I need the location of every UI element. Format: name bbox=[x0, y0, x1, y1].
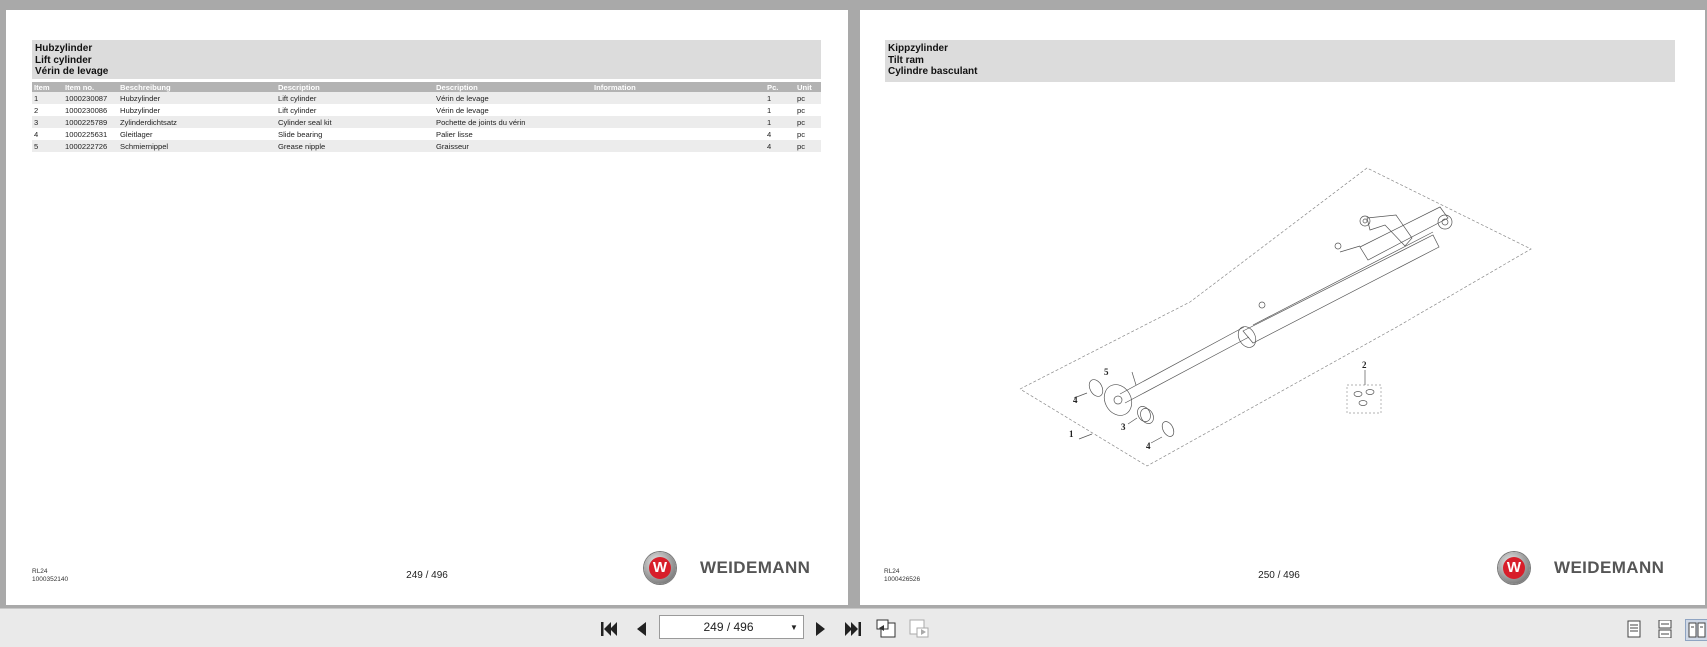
go-forward-icon bbox=[908, 619, 930, 639]
table-row bbox=[32, 116, 821, 128]
cell-item: 1 bbox=[32, 92, 63, 104]
cell-beschreibung: Zylinderdichtsatz bbox=[118, 116, 276, 128]
two-page-view-button[interactable] bbox=[1685, 619, 1707, 641]
column-header-item-no: Item no. bbox=[63, 82, 118, 92]
column-header-unit: Unit bbox=[795, 82, 821, 92]
single-page-view-button[interactable] bbox=[1623, 619, 1645, 639]
next-page-icon bbox=[815, 621, 827, 637]
two-page-view-icon bbox=[1688, 622, 1706, 638]
next-page-button[interactable] bbox=[810, 619, 832, 639]
cell-description-fr: Vérin de levage bbox=[436, 105, 489, 115]
cell-unit: pc bbox=[797, 129, 806, 139]
table-row bbox=[32, 128, 821, 140]
cell-pc: 4 bbox=[767, 129, 772, 139]
footer-model: RL24 bbox=[884, 568, 900, 575]
cell-description-en: Grease nipple bbox=[276, 140, 434, 152]
document-page-right bbox=[860, 10, 1705, 605]
cell-pc: 4 bbox=[765, 140, 795, 152]
title-french: Cylindre basculant bbox=[888, 66, 978, 77]
cell-item: 4 bbox=[34, 129, 39, 139]
footer-doc-number: 1000352140 bbox=[32, 576, 69, 583]
callout-label: 2 bbox=[1362, 360, 1367, 370]
cell-item: 2 bbox=[34, 105, 39, 115]
cell-pc: 1 bbox=[765, 92, 795, 104]
cell-description-en: Slide bearing bbox=[278, 129, 323, 139]
callout-label: 3 bbox=[1121, 422, 1126, 432]
title-band bbox=[32, 40, 821, 79]
cell-item-no: 1000222726 bbox=[63, 140, 118, 152]
table-row bbox=[32, 104, 821, 116]
cell-description-en: Lift cylinder bbox=[278, 105, 317, 115]
cell-beschreibung: Schmiernippel bbox=[118, 140, 276, 152]
parts-table bbox=[32, 82, 821, 152]
cell-pc: 1 bbox=[767, 105, 772, 115]
cell-information bbox=[592, 128, 765, 140]
last-page-button[interactable] bbox=[842, 619, 864, 639]
cell-beschreibung: Gleitlager bbox=[120, 129, 153, 139]
footer-model-info bbox=[32, 568, 68, 584]
go-back-button[interactable] bbox=[875, 619, 897, 639]
cell-item: 5 bbox=[32, 140, 63, 152]
callout-label: 4 bbox=[1146, 441, 1151, 451]
footer-doc-number: 1000426526 bbox=[884, 576, 921, 583]
table-row bbox=[32, 140, 821, 152]
cell-description-fr: Vérin de levage bbox=[434, 92, 592, 104]
single-page-view-icon bbox=[1626, 620, 1642, 638]
cell-description-fr: Palier lisse bbox=[436, 129, 473, 139]
cell-unit: pc bbox=[797, 105, 806, 115]
column-header-description-fr: Description bbox=[434, 82, 592, 92]
table-row bbox=[32, 92, 821, 104]
cell-description-fr: Graisseur bbox=[434, 140, 592, 152]
cell-item: 3 bbox=[32, 116, 63, 128]
previous-page-icon bbox=[635, 621, 647, 637]
column-header-pc: Pc. bbox=[765, 82, 795, 92]
cell-beschreibung: Hubzylinder bbox=[120, 105, 161, 115]
cell-item-no: 1000225631 bbox=[65, 129, 108, 139]
cell-information bbox=[592, 104, 765, 116]
weidemann-logo-icon: W bbox=[1498, 552, 1530, 584]
column-header-information: Information bbox=[592, 82, 765, 92]
cell-pc: 1 bbox=[765, 116, 795, 128]
column-header-beschreibung: Beschreibung bbox=[118, 82, 276, 92]
cell-description-en: Lift cylinder bbox=[276, 92, 434, 104]
page-number: 250 / 496 bbox=[1258, 570, 1300, 581]
title-english: Lift cylinder bbox=[35, 55, 92, 66]
cell-item-no: 1000230086 bbox=[65, 105, 108, 115]
title-english: Tilt ram bbox=[888, 55, 924, 66]
last-page-icon bbox=[844, 621, 862, 637]
first-page-button[interactable] bbox=[598, 619, 620, 639]
page-number: 249 / 496 bbox=[406, 570, 448, 581]
footer-model-info bbox=[884, 568, 920, 584]
cell-description-en: Cylinder seal kit bbox=[276, 116, 434, 128]
page-number-field[interactable] bbox=[659, 615, 804, 639]
brand-wordmark: WEIDEMANN bbox=[700, 558, 811, 577]
cell-unit: pc bbox=[795, 116, 821, 128]
cell-description-fr: Pochette de joints du vérin bbox=[434, 116, 592, 128]
go-back-icon bbox=[875, 619, 897, 639]
title-german: Kippzylinder bbox=[888, 43, 949, 54]
column-header-description-en: Description bbox=[276, 82, 434, 92]
continuous-view-button[interactable] bbox=[1654, 619, 1676, 639]
cell-item-no: 1000225789 bbox=[63, 116, 118, 128]
cell-information bbox=[592, 140, 765, 152]
weidemann-logo-icon: W bbox=[644, 552, 676, 584]
callout-label: 1 bbox=[1069, 429, 1074, 439]
cell-information bbox=[592, 116, 765, 128]
document-page-left bbox=[6, 10, 848, 605]
brand-wordmark: WEIDEMANN bbox=[1554, 558, 1665, 577]
callout-label: 5 bbox=[1104, 367, 1109, 377]
column-header-item: Item bbox=[32, 82, 63, 92]
go-forward-button[interactable] bbox=[908, 619, 930, 639]
footer-model: RL24 bbox=[32, 568, 48, 575]
title-german: Hubzylinder bbox=[35, 43, 93, 54]
cell-information bbox=[592, 92, 765, 104]
title-french: Vérin de levage bbox=[35, 66, 109, 77]
cell-unit: pc bbox=[795, 92, 821, 104]
cell-unit: pc bbox=[795, 140, 821, 152]
viewer-toolbar bbox=[0, 608, 1707, 647]
cell-item-no: 1000230087 bbox=[63, 92, 118, 104]
continuous-view-icon bbox=[1657, 620, 1673, 638]
table-header-row bbox=[32, 82, 821, 92]
previous-page-button[interactable] bbox=[630, 619, 652, 639]
chevron-down-icon[interactable]: ▼ bbox=[790, 622, 798, 632]
cell-beschreibung: Hubzylinder bbox=[118, 92, 276, 104]
callout-label: 4 bbox=[1073, 395, 1078, 405]
exploded-parts-drawing bbox=[860, 10, 1705, 605]
page-number-value: 249 / 496 bbox=[703, 620, 754, 634]
first-page-icon bbox=[600, 621, 618, 637]
